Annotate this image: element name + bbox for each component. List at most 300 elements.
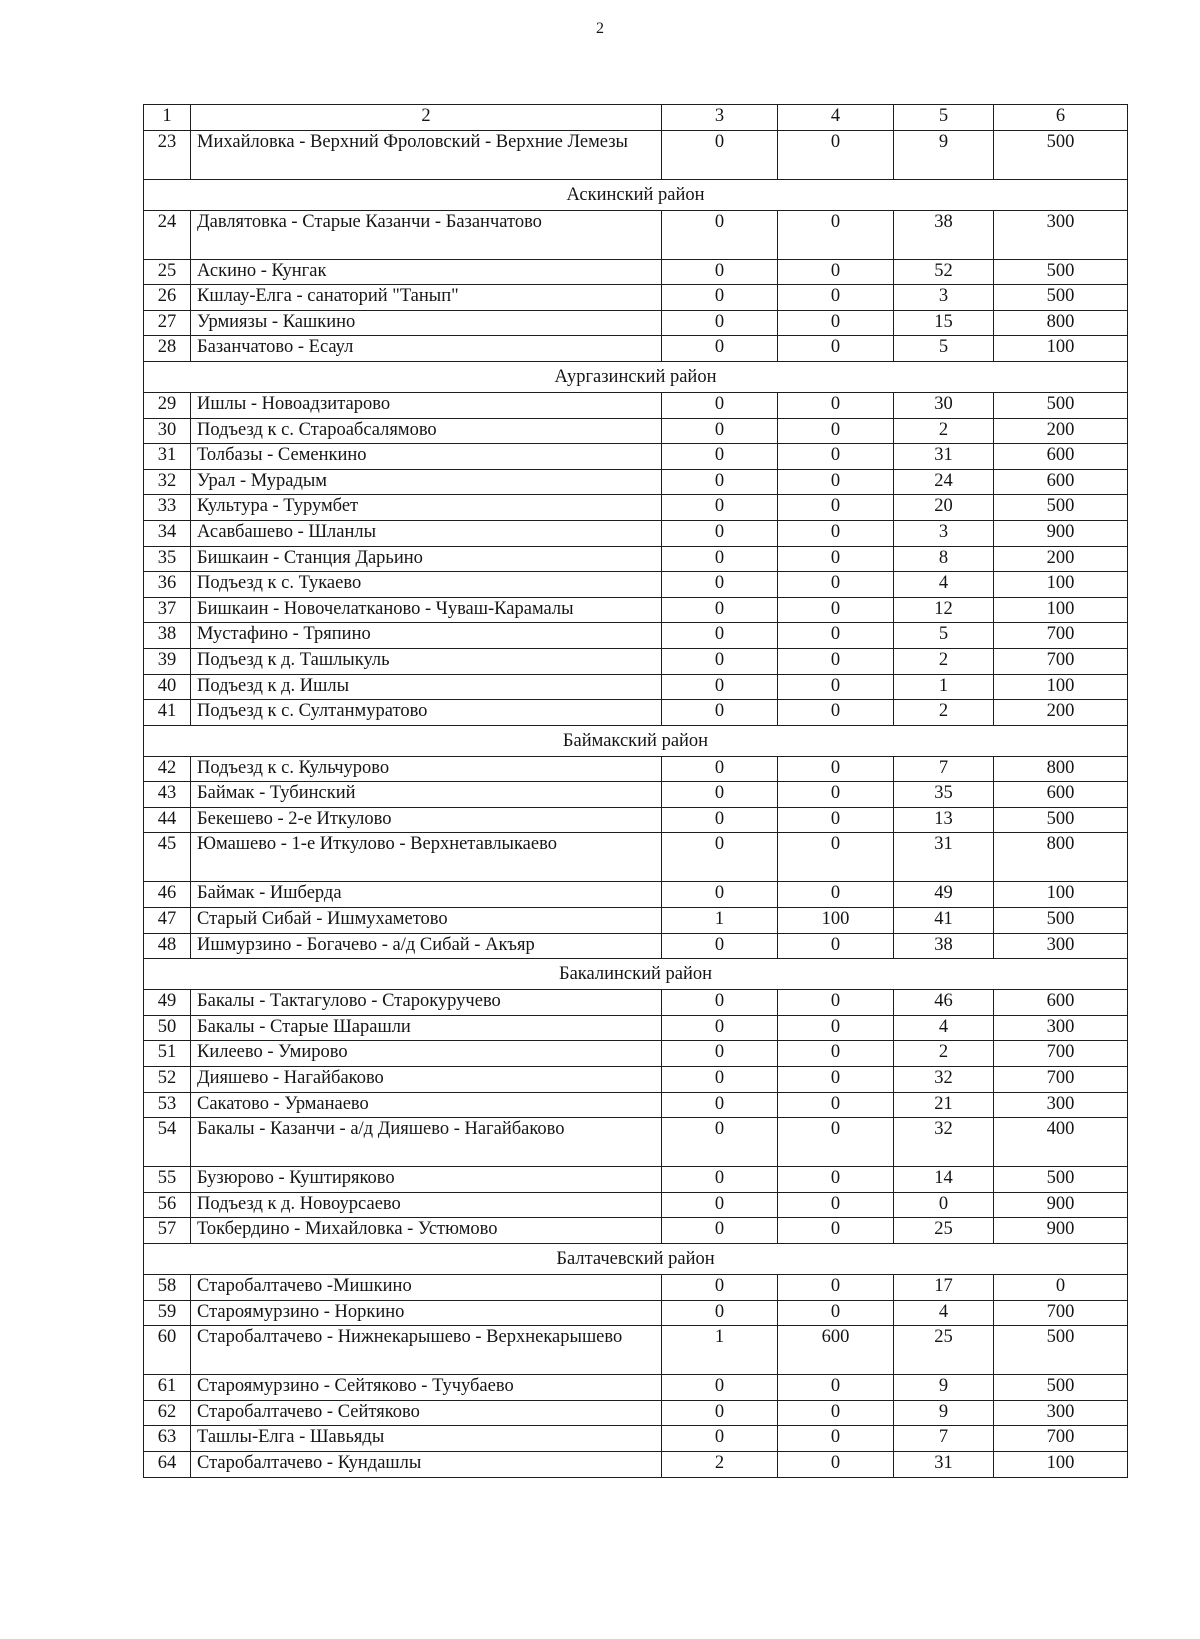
row-number-cell: 24 bbox=[144, 210, 191, 259]
table-row bbox=[144, 418, 1128, 444]
table-row bbox=[144, 336, 1128, 362]
road-name-cell: Кшлау-Елга - санаторий "Танып" bbox=[191, 285, 662, 311]
table-row bbox=[144, 546, 1128, 572]
road-name-cell: Старобалтачево - Кундашлы bbox=[191, 1451, 662, 1477]
column-3-cell: 0 bbox=[662, 1118, 778, 1167]
row-number-cell: 37 bbox=[144, 597, 191, 623]
road-name-cell: Килеево - Умирово bbox=[191, 1041, 662, 1067]
column-6-cell: 600 bbox=[994, 469, 1128, 495]
district-section-row bbox=[144, 725, 1128, 756]
column-3-cell: 1 bbox=[662, 908, 778, 934]
column-4-cell: 0 bbox=[778, 1300, 894, 1326]
column-6-cell: 300 bbox=[994, 1015, 1128, 1041]
road-name-cell: Урал - Мурадым bbox=[191, 469, 662, 495]
column-3-cell: 0 bbox=[662, 1275, 778, 1301]
row-number-cell: 27 bbox=[144, 310, 191, 336]
column-3-cell: 0 bbox=[662, 648, 778, 674]
column-6-cell: 900 bbox=[994, 520, 1128, 546]
column-3-cell: 2 bbox=[662, 1451, 778, 1477]
column-3-cell: 0 bbox=[662, 623, 778, 649]
column-3-cell: 0 bbox=[662, 1067, 778, 1093]
road-name-cell: Подъезд к д. Новоурсаево bbox=[191, 1192, 662, 1218]
road-name-cell: Старобалтачево -Мишкино bbox=[191, 1275, 662, 1301]
column-5-cell: 4 bbox=[894, 1015, 994, 1041]
column-6-cell: 100 bbox=[994, 882, 1128, 908]
row-number-cell: 60 bbox=[144, 1326, 191, 1375]
table-row bbox=[144, 1275, 1128, 1301]
column-3-cell: 0 bbox=[662, 1300, 778, 1326]
column-5-cell: 2 bbox=[894, 648, 994, 674]
column-5-cell: 5 bbox=[894, 336, 994, 362]
column-4-cell: 0 bbox=[778, 1218, 894, 1244]
column-6-cell: 500 bbox=[994, 1375, 1128, 1401]
column-3-cell: 0 bbox=[662, 933, 778, 959]
row-number-cell: 64 bbox=[144, 1451, 191, 1477]
column-5-cell: 7 bbox=[894, 756, 994, 782]
column-3-cell: 0 bbox=[662, 546, 778, 572]
row-number-cell: 23 bbox=[144, 130, 191, 179]
table-row bbox=[144, 1451, 1128, 1477]
table-row bbox=[144, 1118, 1128, 1167]
row-number-cell: 29 bbox=[144, 392, 191, 418]
column-4-cell: 0 bbox=[778, 1375, 894, 1401]
column-5-cell: 21 bbox=[894, 1092, 994, 1118]
column-6-cell: 500 bbox=[994, 1167, 1128, 1193]
table-row bbox=[144, 285, 1128, 311]
column-4-cell: 0 bbox=[778, 1400, 894, 1426]
column-6-cell: 700 bbox=[994, 1426, 1128, 1452]
table-row bbox=[144, 882, 1128, 908]
column-5-cell: 17 bbox=[894, 1275, 994, 1301]
column-5-cell: 38 bbox=[894, 933, 994, 959]
row-number-cell: 31 bbox=[144, 444, 191, 470]
column-6-cell: 100 bbox=[994, 1451, 1128, 1477]
row-number-cell: 63 bbox=[144, 1426, 191, 1452]
district-title: Бакалинский район bbox=[144, 959, 1128, 990]
row-number-cell: 53 bbox=[144, 1092, 191, 1118]
column-4-cell: 0 bbox=[778, 520, 894, 546]
column-6-cell: 700 bbox=[994, 1067, 1128, 1093]
road-name-cell: Бакалы - Старые Шарашли bbox=[191, 1015, 662, 1041]
column-6-cell: 300 bbox=[994, 1400, 1128, 1426]
column-6-cell: 200 bbox=[994, 546, 1128, 572]
row-number-cell: 50 bbox=[144, 1015, 191, 1041]
table-row bbox=[144, 1375, 1128, 1401]
row-number-cell: 56 bbox=[144, 1192, 191, 1218]
column-6-cell: 600 bbox=[994, 782, 1128, 808]
column-4-cell: 0 bbox=[778, 833, 894, 882]
roads-table bbox=[143, 104, 1128, 1478]
column-6-cell: 500 bbox=[994, 807, 1128, 833]
column-header: 3 bbox=[662, 105, 778, 131]
column-4-cell: 0 bbox=[778, 285, 894, 311]
column-4-cell: 600 bbox=[778, 1326, 894, 1375]
road-name-cell: Давлятовка - Старые Казанчи - Базанчатово bbox=[191, 210, 662, 259]
column-6-cell: 100 bbox=[994, 572, 1128, 598]
column-5-cell: 24 bbox=[894, 469, 994, 495]
column-6-cell: 700 bbox=[994, 1300, 1128, 1326]
district-section-row bbox=[144, 959, 1128, 990]
column-4-cell: 0 bbox=[778, 1451, 894, 1477]
column-6-cell: 800 bbox=[994, 310, 1128, 336]
column-5-cell: 14 bbox=[894, 1167, 994, 1193]
table-row bbox=[144, 444, 1128, 470]
row-number-cell: 25 bbox=[144, 259, 191, 285]
column-5-cell: 15 bbox=[894, 310, 994, 336]
column-5-cell: 1 bbox=[894, 674, 994, 700]
row-number-cell: 49 bbox=[144, 990, 191, 1016]
column-4-cell: 0 bbox=[778, 1015, 894, 1041]
road-name-cell: Базанчатово - Есаул bbox=[191, 336, 662, 362]
column-4-cell: 0 bbox=[778, 130, 894, 179]
column-3-cell: 0 bbox=[662, 1015, 778, 1041]
row-number-cell: 36 bbox=[144, 572, 191, 598]
column-4-cell: 0 bbox=[778, 259, 894, 285]
road-name-cell: Баймак - Тубинский bbox=[191, 782, 662, 808]
table-row bbox=[144, 1015, 1128, 1041]
table-row bbox=[144, 1300, 1128, 1326]
column-6-cell: 900 bbox=[994, 1192, 1128, 1218]
table-row bbox=[144, 1326, 1128, 1375]
table-row bbox=[144, 520, 1128, 546]
column-header: 6 bbox=[994, 105, 1128, 131]
column-4-cell: 0 bbox=[778, 210, 894, 259]
road-name-cell: Бузюрово - Куштиряково bbox=[191, 1167, 662, 1193]
column-5-cell: 32 bbox=[894, 1067, 994, 1093]
column-4-cell: 0 bbox=[778, 1092, 894, 1118]
road-name-cell: Подъезд к с. Султанмуратово bbox=[191, 700, 662, 726]
table-row bbox=[144, 623, 1128, 649]
column-6-cell: 500 bbox=[994, 1326, 1128, 1375]
column-3-cell: 0 bbox=[662, 1426, 778, 1452]
row-number-cell: 52 bbox=[144, 1067, 191, 1093]
table-row bbox=[144, 1426, 1128, 1452]
column-6-cell: 700 bbox=[994, 648, 1128, 674]
row-number-cell: 48 bbox=[144, 933, 191, 959]
table-row bbox=[144, 1092, 1128, 1118]
column-3-cell: 0 bbox=[662, 392, 778, 418]
column-4-cell: 0 bbox=[778, 572, 894, 598]
table-row bbox=[144, 1218, 1128, 1244]
column-4-cell: 0 bbox=[778, 469, 894, 495]
column-4-cell: 0 bbox=[778, 1118, 894, 1167]
column-3-cell: 0 bbox=[662, 833, 778, 882]
column-4-cell: 0 bbox=[778, 1067, 894, 1093]
road-name-cell: Асавбашево - Шланлы bbox=[191, 520, 662, 546]
column-5-cell: 4 bbox=[894, 572, 994, 598]
district-section-row bbox=[144, 361, 1128, 392]
column-5-cell: 0 bbox=[894, 1192, 994, 1218]
row-number-cell: 58 bbox=[144, 1275, 191, 1301]
road-name-cell: Толбазы - Семенкино bbox=[191, 444, 662, 470]
column-5-cell: 12 bbox=[894, 597, 994, 623]
column-6-cell: 400 bbox=[994, 1118, 1128, 1167]
page-number: 2 bbox=[596, 20, 604, 37]
road-name-cell: Культура - Турумбет bbox=[191, 495, 662, 521]
column-3-cell: 1 bbox=[662, 1326, 778, 1375]
column-4-cell: 0 bbox=[778, 392, 894, 418]
table-row bbox=[144, 990, 1128, 1016]
column-3-cell: 0 bbox=[662, 285, 778, 311]
column-5-cell: 7 bbox=[894, 1426, 994, 1452]
row-number-cell: 57 bbox=[144, 1218, 191, 1244]
column-5-cell: 3 bbox=[894, 285, 994, 311]
column-3-cell: 0 bbox=[662, 882, 778, 908]
column-4-cell: 0 bbox=[778, 310, 894, 336]
column-3-cell: 0 bbox=[662, 1092, 778, 1118]
column-4-cell: 0 bbox=[778, 756, 894, 782]
column-4-cell: 0 bbox=[778, 1167, 894, 1193]
road-name-cell: Бишкаин - Станция Дарьино bbox=[191, 546, 662, 572]
column-5-cell: 38 bbox=[894, 210, 994, 259]
column-4-cell: 0 bbox=[778, 444, 894, 470]
column-6-cell: 100 bbox=[994, 674, 1128, 700]
road-name-cell: Старобалтачево - Сейтяково bbox=[191, 1400, 662, 1426]
row-number-cell: 46 bbox=[144, 882, 191, 908]
table-row bbox=[144, 674, 1128, 700]
column-3-cell: 0 bbox=[662, 259, 778, 285]
column-5-cell: 25 bbox=[894, 1326, 994, 1375]
row-number-cell: 40 bbox=[144, 674, 191, 700]
column-header: 2 bbox=[191, 105, 662, 131]
table-row bbox=[144, 392, 1128, 418]
road-name-cell: Михайловка - Верхний Фроловский - Верхние Лемезы bbox=[191, 130, 662, 179]
column-4-cell: 0 bbox=[778, 597, 894, 623]
column-4-cell: 0 bbox=[778, 882, 894, 908]
road-name-cell: Староямурзино - Сейтяково - Тучубаево bbox=[191, 1375, 662, 1401]
column-6-cell: 200 bbox=[994, 700, 1128, 726]
column-5-cell: 49 bbox=[894, 882, 994, 908]
road-name-cell: Подъезд к д. Ишлы bbox=[191, 674, 662, 700]
road-name-cell: Подъезд к с. Кульчурово bbox=[191, 756, 662, 782]
table-row bbox=[144, 782, 1128, 808]
column-3-cell: 0 bbox=[662, 310, 778, 336]
column-5-cell: 9 bbox=[894, 130, 994, 179]
road-name-cell: Бакалы - Казанчи - а/д Дияшево - Нагайбаково bbox=[191, 1118, 662, 1167]
column-5-cell: 9 bbox=[894, 1400, 994, 1426]
road-name-cell: Бекешево - 2-е Иткулово bbox=[191, 807, 662, 833]
district-title: Балтачевский район bbox=[144, 1244, 1128, 1275]
district-title: Аскинский район bbox=[144, 179, 1128, 210]
table-body bbox=[144, 105, 1128, 1478]
column-5-cell: 13 bbox=[894, 807, 994, 833]
road-name-cell: Староямурзино - Норкино bbox=[191, 1300, 662, 1326]
column-5-cell: 8 bbox=[894, 546, 994, 572]
row-number-cell: 54 bbox=[144, 1118, 191, 1167]
column-header: 1 bbox=[144, 105, 191, 131]
column-5-cell: 35 bbox=[894, 782, 994, 808]
column-3-cell: 0 bbox=[662, 782, 778, 808]
column-4-cell: 0 bbox=[778, 1041, 894, 1067]
road-name-cell: Баймак - Ишберда bbox=[191, 882, 662, 908]
road-name-cell: Бакалы - Тактагулово - Старокуручево bbox=[191, 990, 662, 1016]
road-name-cell: Подъезд к с. Тукаево bbox=[191, 572, 662, 598]
column-6-cell: 500 bbox=[994, 285, 1128, 311]
column-6-cell: 700 bbox=[994, 1041, 1128, 1067]
column-6-cell: 500 bbox=[994, 495, 1128, 521]
column-3-cell: 0 bbox=[662, 990, 778, 1016]
column-3-cell: 0 bbox=[662, 597, 778, 623]
road-name-cell: Токбердино - Михайловка - Устюмово bbox=[191, 1218, 662, 1244]
column-6-cell: 100 bbox=[994, 597, 1128, 623]
row-number-cell: 59 bbox=[144, 1300, 191, 1326]
row-number-cell: 47 bbox=[144, 908, 191, 934]
column-header: 5 bbox=[894, 105, 994, 131]
column-4-cell: 0 bbox=[778, 336, 894, 362]
row-number-cell: 26 bbox=[144, 285, 191, 311]
column-5-cell: 41 bbox=[894, 908, 994, 934]
column-6-cell: 800 bbox=[994, 833, 1128, 882]
column-4-cell: 0 bbox=[778, 933, 894, 959]
column-6-cell: 600 bbox=[994, 444, 1128, 470]
column-5-cell: 2 bbox=[894, 418, 994, 444]
row-number-cell: 42 bbox=[144, 756, 191, 782]
column-4-cell: 0 bbox=[778, 495, 894, 521]
road-name-cell: Бишкаин - Новочелатканово - Чуваш-Карамалы bbox=[191, 597, 662, 623]
column-3-cell: 0 bbox=[662, 1041, 778, 1067]
road-name-cell: Ишмурзино - Богачево - а/д Сибай - Акъяр bbox=[191, 933, 662, 959]
row-number-cell: 55 bbox=[144, 1167, 191, 1193]
column-5-cell: 20 bbox=[894, 495, 994, 521]
column-6-cell: 500 bbox=[994, 259, 1128, 285]
column-3-cell: 0 bbox=[662, 700, 778, 726]
column-5-cell: 25 bbox=[894, 1218, 994, 1244]
row-number-cell: 30 bbox=[144, 418, 191, 444]
district-title: Баймакский район bbox=[144, 725, 1128, 756]
table-row bbox=[144, 210, 1128, 259]
column-4-cell: 0 bbox=[778, 546, 894, 572]
column-3-cell: 0 bbox=[662, 210, 778, 259]
column-3-cell: 0 bbox=[662, 1400, 778, 1426]
column-6-cell: 600 bbox=[994, 990, 1128, 1016]
column-6-cell: 900 bbox=[994, 1218, 1128, 1244]
table-row bbox=[144, 469, 1128, 495]
column-6-cell: 100 bbox=[994, 336, 1128, 362]
table-row bbox=[144, 908, 1128, 934]
row-number-cell: 32 bbox=[144, 469, 191, 495]
road-name-cell: Мустафино - Тряпино bbox=[191, 623, 662, 649]
row-number-cell: 51 bbox=[144, 1041, 191, 1067]
row-number-cell: 44 bbox=[144, 807, 191, 833]
column-5-cell: 31 bbox=[894, 833, 994, 882]
row-number-cell: 33 bbox=[144, 495, 191, 521]
district-section-row bbox=[144, 1244, 1128, 1275]
row-number-cell: 38 bbox=[144, 623, 191, 649]
column-5-cell: 3 bbox=[894, 520, 994, 546]
road-name-cell: Старобалтачево - Нижнекарышево - Верхнекарышево bbox=[191, 1326, 662, 1375]
column-6-cell: 500 bbox=[994, 130, 1128, 179]
column-4-cell: 0 bbox=[778, 807, 894, 833]
table-row bbox=[144, 310, 1128, 336]
column-3-cell: 0 bbox=[662, 520, 778, 546]
column-5-cell: 2 bbox=[894, 1041, 994, 1067]
column-3-cell: 0 bbox=[662, 1218, 778, 1244]
table-row bbox=[144, 572, 1128, 598]
column-5-cell: 46 bbox=[894, 990, 994, 1016]
column-3-cell: 0 bbox=[662, 1167, 778, 1193]
column-6-cell: 700 bbox=[994, 623, 1128, 649]
row-number-cell: 61 bbox=[144, 1375, 191, 1401]
column-3-cell: 0 bbox=[662, 336, 778, 362]
column-6-cell: 300 bbox=[994, 210, 1128, 259]
road-name-cell: Ишлы - Новоадзитарово bbox=[191, 392, 662, 418]
row-number-cell: 34 bbox=[144, 520, 191, 546]
column-3-cell: 0 bbox=[662, 807, 778, 833]
column-5-cell: 32 bbox=[894, 1118, 994, 1167]
row-number-cell: 41 bbox=[144, 700, 191, 726]
column-5-cell: 2 bbox=[894, 700, 994, 726]
table-row bbox=[144, 700, 1128, 726]
column-3-cell: 0 bbox=[662, 469, 778, 495]
road-name-cell: Подъезд к с. Староабсалямово bbox=[191, 418, 662, 444]
column-5-cell: 30 bbox=[894, 392, 994, 418]
road-name-cell: Дияшево - Нагайбаково bbox=[191, 1067, 662, 1093]
column-6-cell: 500 bbox=[994, 908, 1128, 934]
column-5-cell: 5 bbox=[894, 623, 994, 649]
table-row bbox=[144, 1400, 1128, 1426]
column-4-cell: 100 bbox=[778, 908, 894, 934]
road-name-cell: Сакатово - Урманаево bbox=[191, 1092, 662, 1118]
table-row bbox=[144, 597, 1128, 623]
table-row bbox=[144, 1041, 1128, 1067]
row-number-cell: 28 bbox=[144, 336, 191, 362]
column-4-cell: 0 bbox=[778, 418, 894, 444]
table-row bbox=[144, 259, 1128, 285]
column-6-cell: 300 bbox=[994, 1092, 1128, 1118]
road-name-cell: Аскино - Кунгак bbox=[191, 259, 662, 285]
column-3-cell: 0 bbox=[662, 674, 778, 700]
column-3-cell: 0 bbox=[662, 572, 778, 598]
district-title: Аургазинский район bbox=[144, 361, 1128, 392]
table-row bbox=[144, 1192, 1128, 1218]
table-header-row bbox=[144, 105, 1128, 131]
table-row bbox=[144, 833, 1128, 882]
column-5-cell: 31 bbox=[894, 444, 994, 470]
column-5-cell: 9 bbox=[894, 1375, 994, 1401]
road-name-cell: Урмиязы - Кашкино bbox=[191, 310, 662, 336]
column-3-cell: 0 bbox=[662, 1192, 778, 1218]
district-section-row bbox=[144, 179, 1128, 210]
column-3-cell: 0 bbox=[662, 1375, 778, 1401]
road-name-cell: Подъезд к д. Ташлыкуль bbox=[191, 648, 662, 674]
column-4-cell: 0 bbox=[778, 1275, 894, 1301]
row-number-cell: 62 bbox=[144, 1400, 191, 1426]
column-4-cell: 0 bbox=[778, 648, 894, 674]
column-4-cell: 0 bbox=[778, 674, 894, 700]
column-4-cell: 0 bbox=[778, 1426, 894, 1452]
road-name-cell: Ташлы-Елга - Шавьяды bbox=[191, 1426, 662, 1452]
column-5-cell: 31 bbox=[894, 1451, 994, 1477]
table-row bbox=[144, 495, 1128, 521]
column-3-cell: 0 bbox=[662, 130, 778, 179]
table-row bbox=[144, 648, 1128, 674]
column-3-cell: 0 bbox=[662, 418, 778, 444]
column-6-cell: 500 bbox=[994, 392, 1128, 418]
column-4-cell: 0 bbox=[778, 1192, 894, 1218]
column-4-cell: 0 bbox=[778, 700, 894, 726]
column-3-cell: 0 bbox=[662, 444, 778, 470]
column-4-cell: 0 bbox=[778, 623, 894, 649]
column-6-cell: 200 bbox=[994, 418, 1128, 444]
column-6-cell: 800 bbox=[994, 756, 1128, 782]
column-3-cell: 0 bbox=[662, 756, 778, 782]
column-5-cell: 4 bbox=[894, 1300, 994, 1326]
row-number-cell: 39 bbox=[144, 648, 191, 674]
row-number-cell: 45 bbox=[144, 833, 191, 882]
road-name-cell: Старый Сибай - Ишмухаметово bbox=[191, 908, 662, 934]
table-row bbox=[144, 807, 1128, 833]
column-5-cell: 52 bbox=[894, 259, 994, 285]
